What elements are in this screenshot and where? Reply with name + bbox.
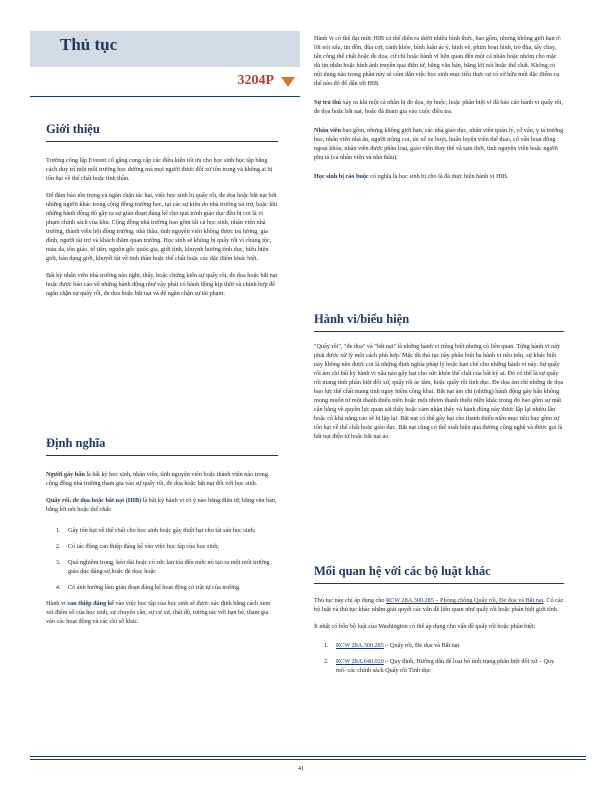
target-definition [314, 172, 564, 181]
definitions-continued [314, 34, 564, 181]
laws-list [314, 641, 564, 675]
retaliation-text: xảy ra khi một cá nhân bị đe dọa, ép buộc, hoặc phân biệt vì đã báo cáo hành vi quấy rối, đe dọa hoặc bắt nạt, hoặc đã tham gia vào cuộc điều tra. [314, 99, 563, 115]
relations-p1-post: . Có các bộ luật và thủ tục khác nhằm giải quyết các vấn đề liên quan như quấy rối hoặc phân biệt giới tính. [314, 597, 564, 613]
title-band [30, 31, 300, 67]
law-link[interactable]: RCW 28A.300.285 [336, 642, 384, 649]
list-item [330, 657, 564, 675]
list-item [330, 641, 564, 650]
list-item: 2. Có tác động can thiệp đáng kể vào việc học tập của học sinh; [62, 542, 278, 551]
page-title: Thủ tục [60, 35, 118, 54]
footer-rule-2 [30, 759, 586, 760]
triangle-down-icon [281, 77, 295, 87]
procedure-code: 3204P [237, 73, 274, 88]
definitions-section [46, 436, 278, 626]
rcw-link[interactable]: RCW 28A.300.285 – Phòng chống Quấy rối, Đe dọa và Bắt nạt [386, 597, 544, 604]
law-text: – Quy định, Hướng dẫn để loại bỏ tình trạng phân biệt đối xử – Quy mô- các chính sách Quấy rối Tình dục [336, 658, 555, 674]
behaviors-paragraph: "Quấy rối", "đe dọa" và "bắt nạt" là những hành vi riêng biệt nhưng có liên quan. Từng hành vi này phải được xử lý một cách phù hợp. Mặc dù thủ tục này phân biệt ba hành vi nêu trên, sự khác biệt này không nên được coi là những định nghĩa pháp lý hoặc hạn chế cho những hành vi này. Sự quấy rối ám chỉ bất kỳ hành vi xấu nào gây hại cho sức khỏe thể chất của bất kỳ ai. Đó có thể là sự quấy rối mang tính phân biệt đối xử, quấy rối ác tâm, hoặc quấy rối tình dục. Đe dọa ám chỉ những đe dọa bạo lực thể chất mang tính nguy hiểm công khai. Bắt nạt ám chỉ (những) hành động gây hấn không mong muốn từ một thanh thiếu niên hoặc một nhóm thanh thiếu niên khác trong đó bao gồm sự mất cân bằng về quyền lực quan sát thấy hoặc cảm nhận thấy và hành động này được lặp lại nhiều lần hoặc có khả năng cao sẽ bị lặp lại. Bắt nạt có thể gây hại cho thanh thiếu niên mục tiêu bao gồm sự tổn hại về thể chất hoặc giáo dục. Bắt nạt cũng có thể xuất hiện qua đường công nghệ và được gọi là bắt nạt điện tử hoặc bắt nạt ảo. [314, 343, 564, 440]
page-number: 41 [298, 766, 304, 772]
header-rule [30, 96, 300, 97]
relations-paragraph-2: Ít nhất có bốn bộ luật của Washington có thể áp dụng cho vấn đề quấy rối hoặc phân biệt: [314, 623, 536, 630]
relations-paragraph-1 [314, 596, 564, 614]
staff-definition [314, 126, 564, 162]
law-text: – Quấy rối, Đe dọa và Bắt nạt [383, 642, 460, 649]
target-term: Học sinh bị cáo buộc [314, 173, 369, 180]
intro-section [46, 122, 278, 298]
intro-paragraph-3: Bất kỳ nhân viên nhà trường nào nghi, thấy, hoặc chứng kiến sự quấy rối, đe dọa hoặc bắt nạt hoặc được báo cáo về những hành động như vậy phải có hành động kịp thời và chính hợp để ngăn chặn sự quấy rối, đe dọa hoặc bắt nạt và để ngăn chặn sự tái phạm. [46, 272, 278, 297]
aggressor-definition [46, 470, 278, 488]
intervention-pre: Hành vi [46, 600, 66, 607]
intervention-definition [46, 599, 278, 626]
relations-p1-pre: Thủ tục này chỉ áp dụng cho [314, 597, 385, 604]
footer-rule [30, 756, 586, 757]
intro-heading: Giới thiệu [46, 122, 278, 142]
hib-term: Quấy rối, đe dọa hoặc bắt nạt (HIB) [46, 497, 142, 504]
retaliation-definition [314, 98, 564, 116]
hib-criteria-list [46, 526, 278, 592]
procedure-code-line [30, 70, 300, 94]
retaliation-term: Sự trả thù [314, 99, 342, 106]
relations-heading: Mối quan hệ với các bộ luật khác [314, 564, 564, 584]
hib-text: là bất kỳ hành vi có ý nào bằng điện tử, bằng văn bản, bằng lời nói hoặc thể chất: [46, 497, 277, 513]
intervention-term: can thiệp đáng kể [67, 600, 114, 607]
aggressor-text: là bất kỳ học sinh, nhân viên, tình nguyện viên hoặc thành viên nào trong cộng đồng nhà trường tham gia vào sự quấy rối, đe dọa hoặc bắt nạt đối với học sinh. [46, 471, 268, 487]
relations-section [314, 564, 564, 682]
list-item: 1. Gây tổn hại về thể chất cho học sinh hoặc gây thiệt hại cho tài sản học sinh; [62, 526, 278, 535]
law-link[interactable]: RCW 28A.640.020 [336, 658, 384, 665]
intro-paragraph-2: Để đảm bảo tôn trọng và ngăn chặn tác hại, việc học sinh bị quấy rối, đe dọa hoặc bắt nạt bởi những người khác trong cộng đồng trường học, tại các sự kiện do nhà trường tài trợ, hoặc khi những hành động đó gây ra sự gián đoạn đáng kể cho quá trình giáo dục đều bị coi là vi phạm chính sách của khu. Cộng đồng nhà trường bao gồm tất cả học sinh, nhân viên nhà trường, thành viên hội đồng trường, nhà thầu, tình nguyện viên không được trả lương, gia đình, người tài trợ và khách thăm quan trường. Học sinh sẽ không bị quấy rối vì chủng tộc, màu da, tôn giáo, tổ tiên, nguồn gốc quốc gia, giới tính, khuynh hướng tình dục, biểu hiện giới, bản dạng giới, khuyết tật về tinh thần hoặc thể chất hoặc các đặc điểm khác biệt. [46, 192, 278, 262]
target-text: có nghĩa là học sinh bị cho là đã thực hiện hành vi HIB. [370, 173, 509, 180]
staff-text: bao gồm, nhưng không giới hạn, các nhà giáo dục, nhân viên quản lý, cố vấn, y tá trường học, nhân viên nhà ăn, người trông coi, tài xế xe buýt, huấn luyện viên thể thao, cố vấn hoạt động ngoại khóa, nhân viên được phân loại, giáo viên thay thế và tạm thời, tình nguyện viên hoặc người phụ tá (cả nhân viên và nhà thầu). [314, 127, 564, 161]
behaviors-heading: Hành vi/biểu hiện [314, 312, 564, 332]
list-item: 3. Quá nghiêm trọng, kéo dài hoặc có sức lan tỏa đến mức nó tạo ra một môi trường giáo dục đáng sợ,hoặc đe dọa; hoặc [62, 558, 278, 576]
list-item: 4. Có ảnh hưởng làm gián đoạn đáng kể hoạt động có trật tự của trường. [62, 583, 278, 592]
staff-term: Nhân viên [314, 127, 341, 134]
intro-paragraph-1: Trường công lập Everett cố gắng cung cấp các điều kiện tốt ưu cho học sinh học tập bằng cách duy trì một môi trường học đường mà mọi người được đối xử tôn trọng và không ai bị tổn hại về thể chất hoặc tinh thần. [46, 157, 273, 182]
definitions-heading: Định nghĩa [46, 436, 278, 456]
intervention-text: vào việc học tập của học sinh sẽ được xác định bằng cách xem xét điểm số của học sinh, sự chuyên cần, sự cư xử, thái độ, tương tác với bạn bè, tham gia vào các hoạt động và các chỉ số khác. [46, 600, 271, 625]
hib-forms-paragraph: Hành vi có thể đạt mức HIB có thể diễn ra dưới nhiều hình thức, bao gồm, nhưng không giới hạn ở: lời nói xấu, tin đồn, đùa cợt, cảnh khóe, bình luận ác ý, hình vẽ, phim hoạt hình, trò đùa, tấy chay, tấn công thể chất hoặc đe dọa, cử chỉ hoặc hành vi liên quan đến một cá nhân hoặc nhóm cho mặc dù tin nhắn hoặc hình ảnh truyền qua điện tử, bằng văn bản, bằng lời nói hoặc thể chất. Không có nội dung nào trong phần này sẽ cấm dẫn việc học sinh mục tiêu thực sự có sở hữu một đặc điểm cụ thể nào đó để dẫn tới HIB. [314, 35, 562, 87]
aggressor-term: Người gây hấn [46, 471, 85, 478]
hib-definition [46, 496, 278, 514]
behaviors-section [314, 312, 564, 441]
